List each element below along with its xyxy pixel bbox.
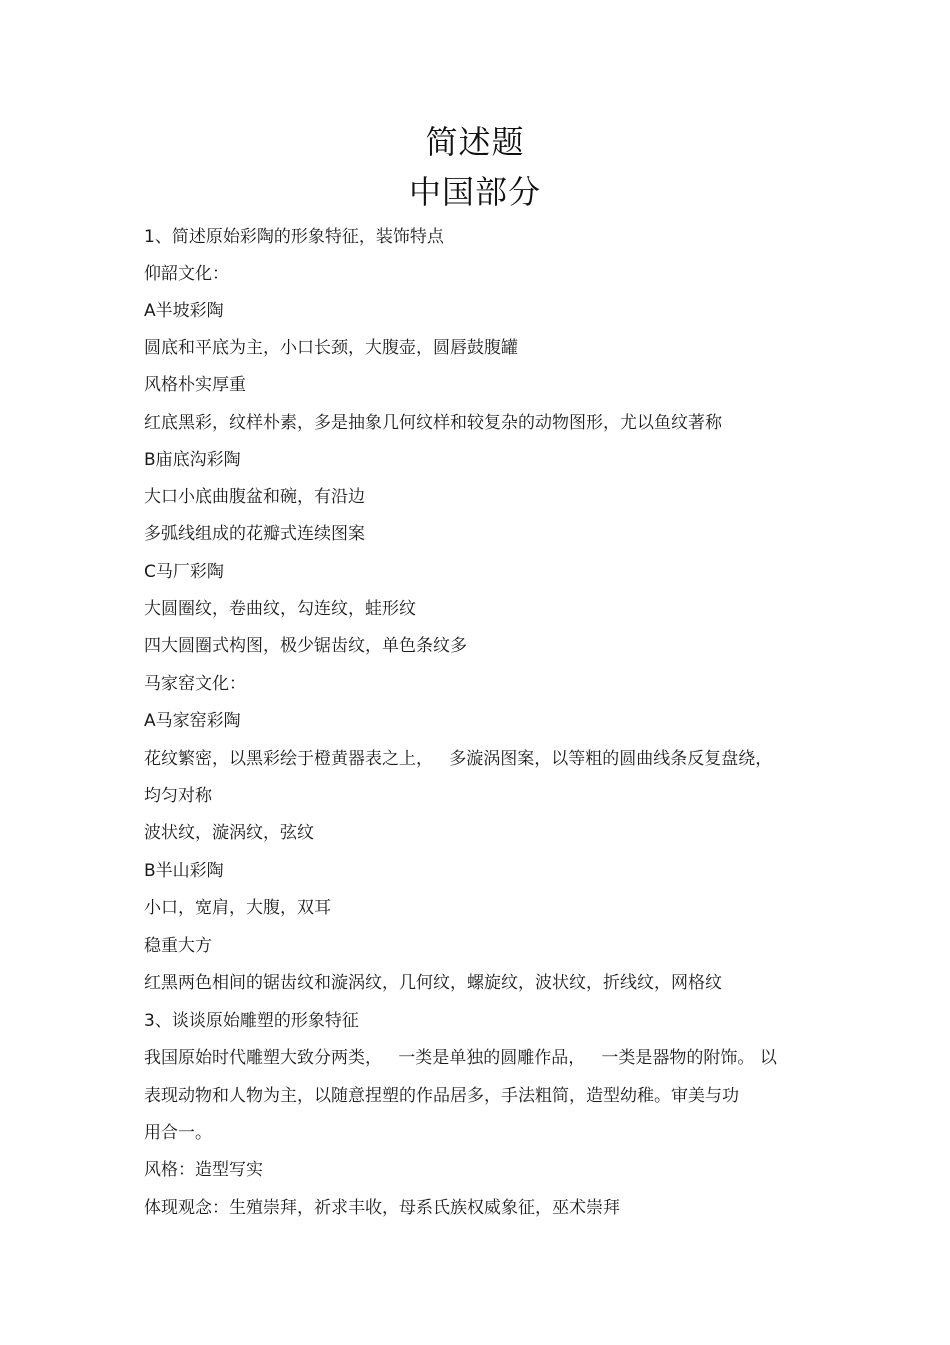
text-line: 红黑两色相间的锯齿纹和漩涡纹，几何纹，螺旋纹，波状纹，折线纹，网格纹 — [144, 973, 722, 993]
text-line: 稳重大方 — [144, 936, 212, 956]
text-line: A半坡彩陶 — [144, 301, 224, 321]
text-line: 波状纹，漩涡纹，弦纹 — [144, 823, 314, 843]
text-line: B半山彩陶 — [144, 861, 224, 881]
text-line: 表现动物和人物为主，以随意捏塑的作品居多，手法粗简，造型幼稚。审美与功 — [144, 1086, 739, 1106]
text-line: 小口，宽肩，大腹，双耳 — [144, 898, 331, 918]
text-line: 大圆圈纹，卷曲纹，勾连纹，蛙形纹 — [144, 599, 416, 619]
text-line: 用合一。 — [144, 1123, 212, 1143]
text-line: 大口小底曲腹盆和碗，有沿边 — [144, 487, 365, 507]
text-line: 我国原始时代雕塑大致分两类， 一类是单独的圆雕作品， 一类是器物的附饰。 以 — [144, 1048, 777, 1068]
section-title: 中国部分 — [408, 173, 541, 211]
text-line: 马家窑文化： — [144, 674, 246, 694]
text-line: C马厂彩陶 — [144, 562, 224, 582]
text-line: 圆底和平底为主，小口长颈，大腹壶，圆唇鼓腹罐 — [144, 338, 518, 358]
text-line: 风格朴实厚重 — [144, 375, 246, 395]
document-title: 简述题 — [425, 123, 525, 161]
text-line: B庙底沟彩陶 — [144, 450, 241, 470]
text-line: 体现观念：生殖崇拜，祈求丰收，母系氏族权威象征，巫术崇拜 — [144, 1198, 620, 1218]
text-line: 红底黑彩，纹样朴素，多是抽象几何纹样和较复杂的动物图形，尤以鱼纹著称 — [144, 413, 722, 433]
text-line: 风格：造型写实 — [144, 1160, 263, 1180]
text-line: 四大圆圈式构图，极少锯齿纹，单色条纹多 — [144, 636, 467, 656]
text-line: 花纹繁密，以黑彩绘于橙黄器表之上， 多漩涡图案，以等粗的圆曲线条反复盘绕， — [144, 749, 773, 769]
question-heading: 1、简述原始彩陶的形象特征，装饰特点 — [144, 227, 444, 247]
question-heading: 3、谈谈原始雕塑的形象特征 — [144, 1011, 359, 1031]
text-line: 均匀对称 — [144, 786, 212, 806]
text-line: 多弧线组成的花瓣式连续图案 — [144, 524, 365, 544]
text-line: A马家窑彩陶 — [144, 711, 241, 731]
text-line: 仰韶文化： — [144, 264, 229, 284]
